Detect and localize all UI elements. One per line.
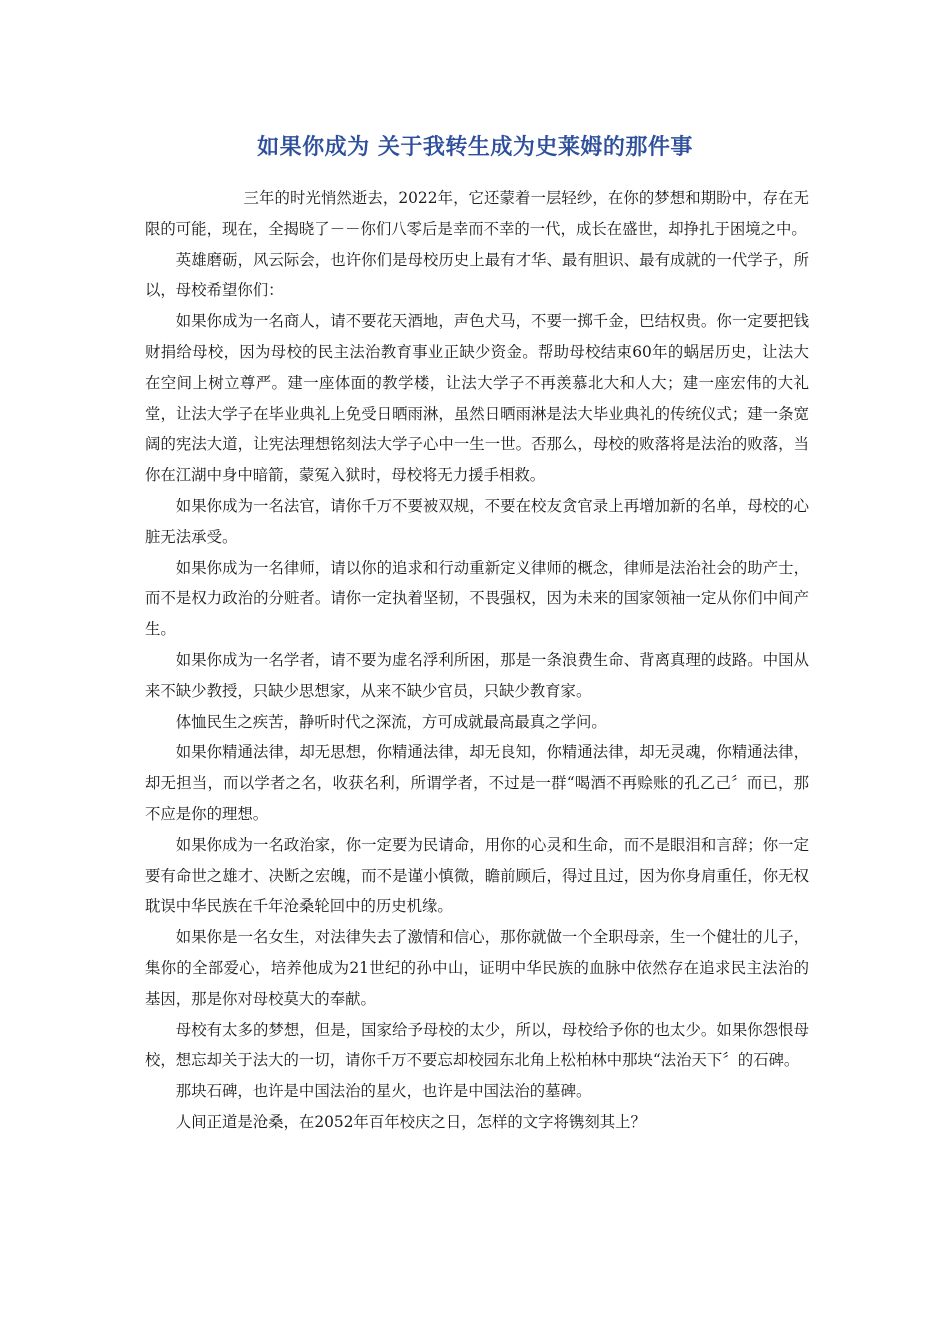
paragraph: 如果你成为一名政治家，你一定要为民请命，用你的心灵和生命，而不是眼泪和言辞；你一定要有命世之雄才、决断之宏魄，而不是谨小慎微，瞻前顾后，得过且过，因为你身肩重任，你无权耽误中华民族在千年沧桑轮回中的历史机缘。	[145, 835, 809, 916]
paragraph: 如果你是一名女生，对法律失去了激情和信心，那你就做一个全职母亲，生一个健壮的儿子，集你的全部爱心，培养他成为21世纪的孙中山，证明中华民族的血脉中依然存在追求民主法治的基因，那是你对母校莫大的奉献。	[145, 928, 809, 1008]
document-title: 如果你成为 关于我转生成为史莱姆的那件事	[257, 135, 693, 160]
paragraph: 体恤民生之疾苦，静听时代之深流，方可成就最高最真之学问。	[175, 712, 607, 731]
paragraph: 人间正道是沧桑，在2052年百年校庆之日，怎样的文字将镌刻其上？	[175, 1112, 646, 1131]
paragraph: 那块石碑，也许是中国法治的星火，也许是中国法治的墓碑。	[175, 1082, 592, 1101]
paragraph: 如果你精通法律，却无思想，你精通法律，却无良知，你精通法律，却无灵魂，你精通法律，却无担当，而以学者之名，收获名利，所谓学者，不过是一群“喝酒不再赊账的孔乙己〞而已，那不应是你的理想。	[145, 743, 809, 823]
document-body	[145, 183, 809, 1138]
paragraph: 如果你成为一名商人，请不要花天酒地，声色犬马，不要一掷千金，巴结权贵。你一定要把钱财捐给母校，因为母校的民主法治教育事业正缺少资金。帮助母校结束60年的蜗居历史，让法大在空间上树立尊严。建一座体面的教学楼，让法大学子不再羡慕北大和人大；建一座宏伟的大礼堂，让法大学子在毕业典礼上免受日晒雨淋，虽然日晒雨淋是法大毕业典礼的传统仪式；建一条宽阔的宪法大道，让宪法理想铭刻法大学子心中一生一世。否那么，母校的败落将是法治的败落，当你在江湖中身中暗箭，蒙冤入狱时，母校将无力援手相救。	[145, 312, 809, 485]
paragraph: 如果你成为一名律师，请以你的追求和行动重新定义律师的概念，律师是法治社会的助产士，而不是权力政治的分赃者。请你一定执着坚韧，不畏强权，因为未来的国家领袖一定从你们中间产生。	[145, 558, 809, 639]
paragraph: 如果你成为一名学者，请不要为虚名浮利所困，那是一条浪费生命、背离真理的歧路。中国从来不缺少教授，只缺少思想家，从来不缺少官员，只缺少教育家。	[145, 650, 809, 700]
paragraph: 母校有太多的梦想，但是，国家给予母校的太少，所以，母校给予你的也太少。如果你怨恨母校，想忘却关于法大的一切，请你千万不要忘却校园东北角上松柏林中那块“法治天下〞的石碑。	[145, 1020, 809, 1070]
paragraph: 如果你成为一名法官，请你千万不要被双规，不要在校友贪官录上再增加新的名单，母校的心脏无法承受。	[145, 496, 809, 546]
paragraph: 英雄磨砺，风云际会，也许你们是母校历史上最有才华、最有胆识、最有成就的一代学子，所以，母校希望你们：	[145, 250, 809, 300]
paragraph: 三年的时光悄然逝去，2022年，它还蒙着一层轻纱，在你的梦想和期盼中，存在无限的可能，现在，全揭晓了－－你们八零后是幸而不幸的一代，成长在盛世，却挣扎于困境之中。	[145, 189, 809, 238]
